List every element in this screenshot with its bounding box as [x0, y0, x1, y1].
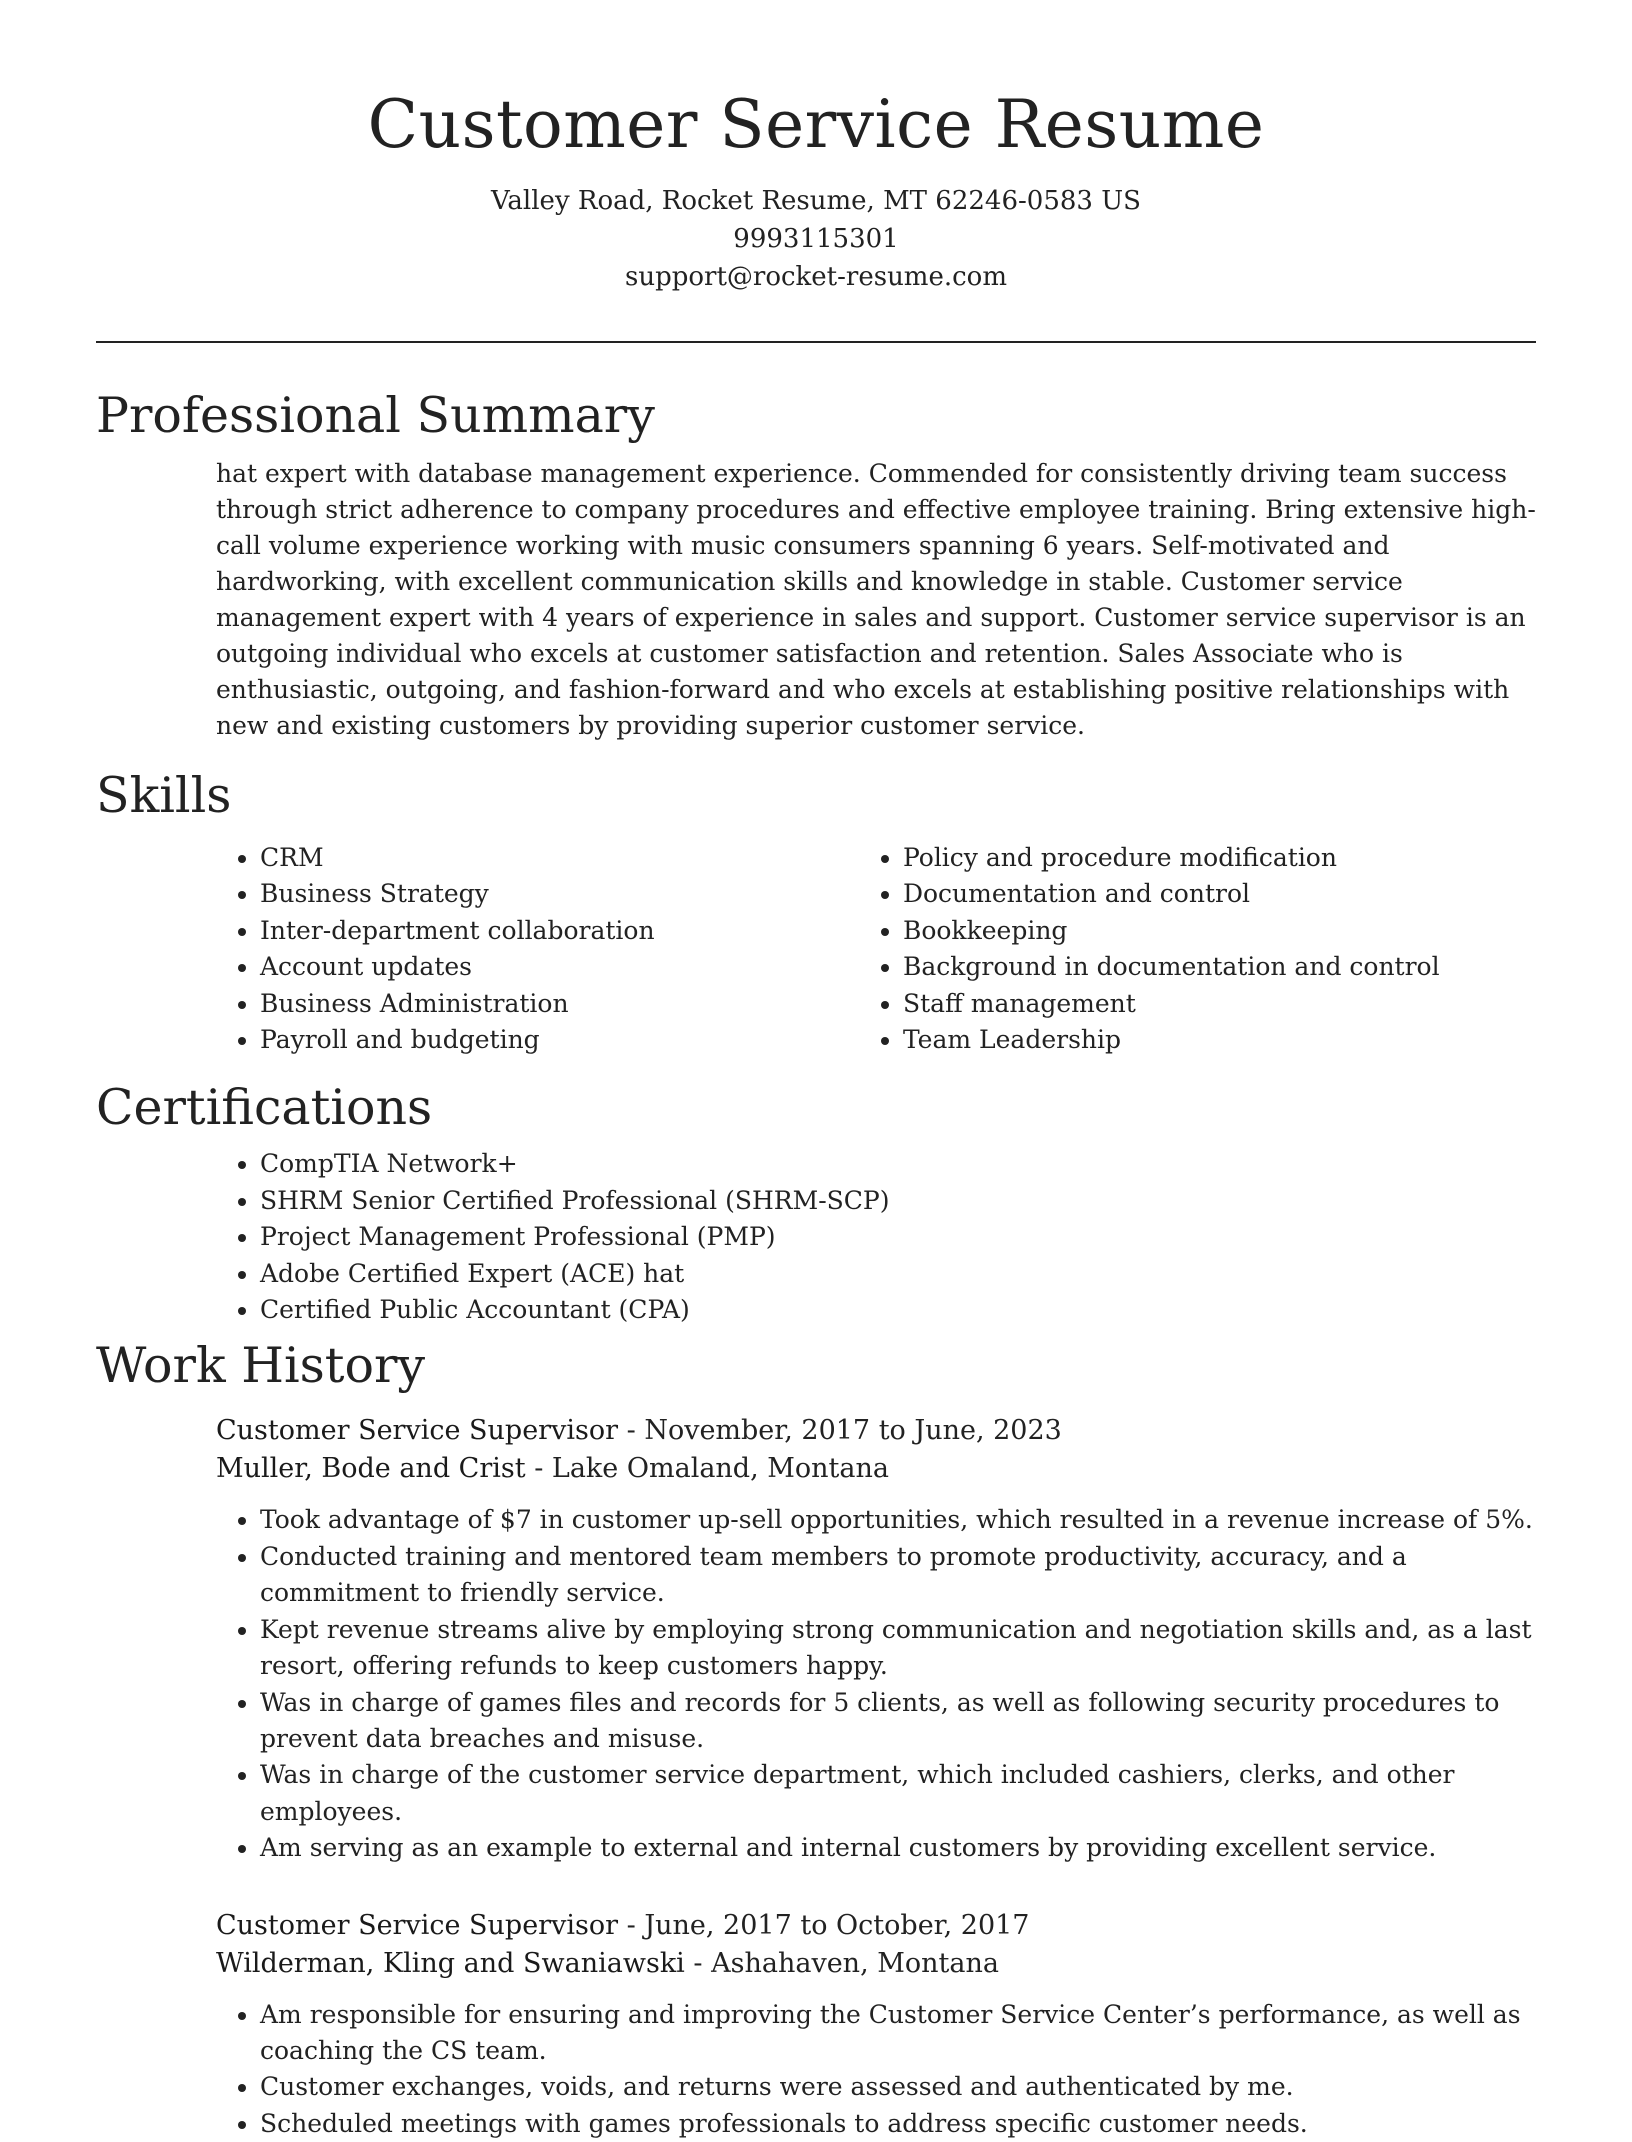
skill-item: • CRM — [260, 840, 903, 876]
certifications-section — [96, 1070, 1536, 1328]
job-entry — [216, 1907, 1536, 2142]
skill-item: • Documentation and control — [903, 876, 1536, 912]
header-divider — [96, 341, 1536, 343]
skills-list-left — [96, 840, 903, 1058]
certifications-heading: Certifications — [96, 1079, 433, 1137]
job-separator: - — [626, 1909, 645, 1941]
job-location: Lake Omaland, Montana — [551, 1453, 889, 1485]
job-bullet: • Scheduled meetings with games professionals to address specific customer needs. — [260, 2106, 1536, 2142]
job-bullet: • Was in charge of games files and records for 5 clients, as well as following security procedures to prevent data breaches and misuse. — [260, 1685, 1536, 1758]
job-separator: - — [626, 1415, 645, 1447]
job-company-line — [216, 1450, 1536, 1488]
job-role: Customer Service Supervisor — [216, 1415, 618, 1447]
contact-phone: 9993115301 — [733, 224, 899, 254]
job-location: Ashahaven, Montana — [711, 1947, 999, 1979]
job-bullets — [216, 1502, 1536, 1866]
job-bullet: • Was in charge of the customer service department, which included cashiers, clerks, and other employees. — [260, 1757, 1536, 1830]
certification-item: • CompTIA Network+ — [260, 1146, 1536, 1182]
resume-title: Customer Service Resume — [367, 86, 1265, 163]
skill-item: • Team Leadership — [903, 1022, 1536, 1058]
job-dates: November, 2017 to June, 2023 — [644, 1415, 1062, 1447]
resume-header — [96, 80, 1536, 296]
skill-item: • Staff management — [903, 986, 1536, 1022]
certification-item: • SHRM Senior Certified Professional (SHRM-SCP) — [260, 1183, 1536, 1219]
skills-section — [96, 758, 1536, 1058]
skill-item: • Inter-department collaboration — [260, 913, 903, 949]
skill-item: • Bookkeeping — [903, 913, 1536, 949]
certifications-list — [96, 1146, 1536, 1328]
summary-text: hat expert with database management experience. Commended for consistently driving team success through strict adherence to company procedures and effective employee training. Bring extensive high-call volume experience working with music consumers spanning 6 years. Self-motivated and hardworking, with excellent communication skills and knowledge in stable. Customer service management expert with 4 years of experience in sales and support. Customer service supervisor is an outgoing individual who excels at customer satisfaction and retention. Sales Associate who is enthusiastic, outgoing, and fashion-forward and who excels at establishing positive relationships with new and existing customers by providing superior customer service. — [216, 459, 1536, 740]
job-company: Wilderman, Kling and Swaniawski — [216, 1947, 685, 1979]
contact-email: support@rocket-resume.com — [624, 262, 1007, 292]
contact-address: Valley Road, Rocket Resume, MT 62246-0583 US — [491, 186, 1141, 216]
skills-list-right — [903, 840, 1536, 1058]
skill-item: • Policy and procedure modification — [903, 840, 1536, 876]
job-bullet: • Am responsible for ensuring and improving the Customer Service Center’s performance, as well as coaching the CS team. — [260, 1997, 1536, 2070]
skill-item: • Business Administration — [260, 986, 903, 1022]
contact-block — [96, 182, 1536, 296]
job-bullet: • Am serving as an example to external and internal customers by providing excellent service. — [260, 1830, 1536, 1866]
skill-item: • Account updates — [260, 949, 903, 985]
job-entry — [216, 1412, 1536, 1866]
work-history-section — [96, 1328, 1536, 2142]
summary-heading: Professional Summary — [96, 387, 655, 444]
skill-item: • Business Strategy — [260, 876, 903, 912]
job-dates: June, 2017 to October, 2017 — [644, 1909, 1030, 1941]
job-bullet: • Took advantage of $7 in customer up-sell opportunities, which resulted in a revenue increase of 5%. — [260, 1502, 1536, 1538]
job-separator: - — [693, 1947, 712, 1979]
job-separator: - — [534, 1453, 552, 1485]
certification-item: • Project Management Professional (PMP) — [260, 1219, 1536, 1255]
certification-item: • Adobe Certified Expert (ACE) hat — [260, 1256, 1536, 1292]
job-company: Muller, Bode and Crist — [216, 1453, 526, 1485]
job-company-line — [216, 1945, 1536, 1983]
skill-item: • Background in documentation and control — [903, 949, 1536, 985]
resume-content — [96, 378, 1536, 2142]
job-bullets — [216, 1997, 1536, 2142]
job-title-line — [216, 1907, 1536, 1945]
job-title-line — [216, 1412, 1536, 1450]
job-bullet: • Kept revenue streams alive by employing strong communication and negotiation skills and, as a last resort, offering refunds to keep customers happy. — [260, 1612, 1536, 1685]
skills-heading: Skills — [96, 767, 232, 824]
skill-item: • Payroll and budgeting — [260, 1022, 903, 1058]
certification-item: • Certified Public Accountant (CPA) — [260, 1292, 1536, 1328]
summary-section — [96, 378, 1536, 744]
skills-grid — [96, 840, 1536, 1058]
job-bullet: • Conducted training and mentored team members to promote productivity, accuracy, and a commitment to friendly service. — [260, 1539, 1536, 1612]
work-history-heading: Work History — [96, 1337, 426, 1395]
job-bullet: • Customer exchanges, voids, and returns were assessed and authenticated by me. — [260, 2069, 1536, 2105]
job-role: Customer Service Supervisor — [216, 1909, 618, 1941]
